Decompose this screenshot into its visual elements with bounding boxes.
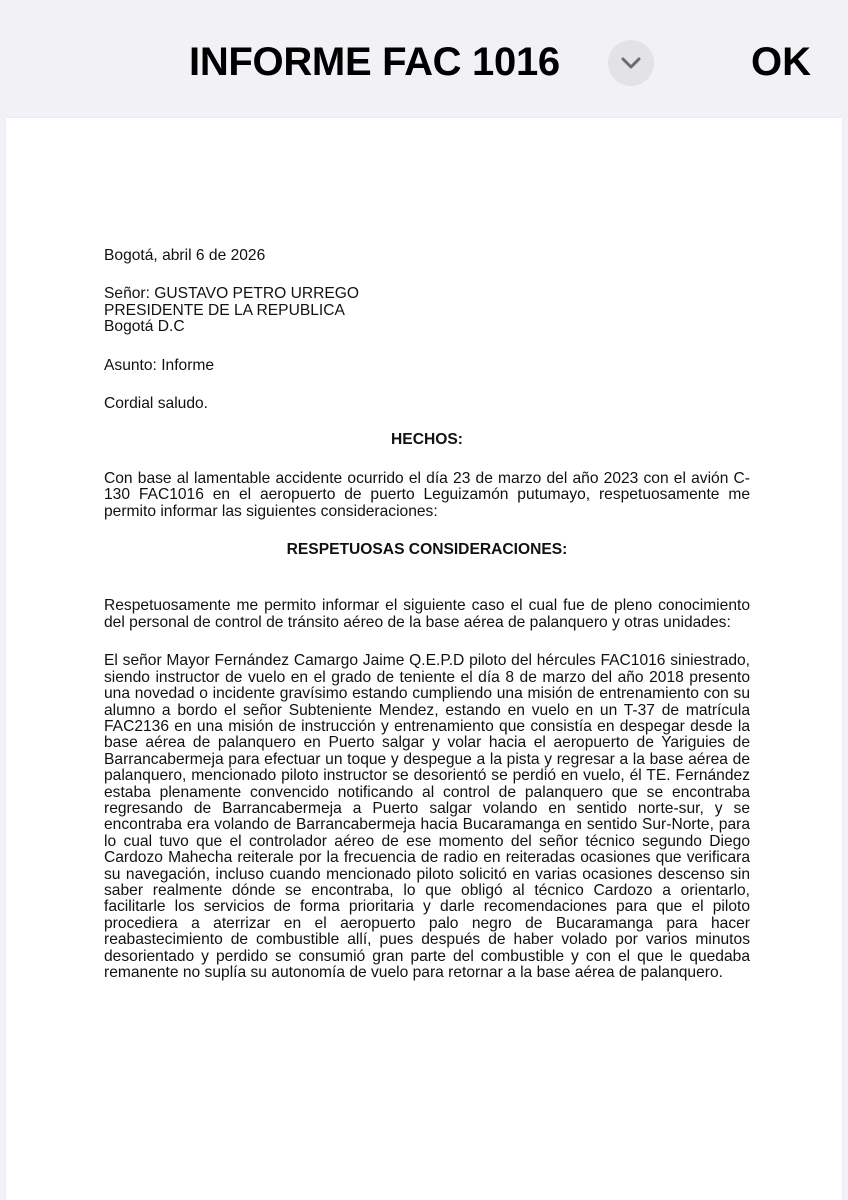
- letter-body: [104, 248, 750, 1003]
- facts-heading: HECHOS:: [391, 431, 463, 449]
- recipient-block: [104, 286, 750, 335]
- title-menu-button[interactable]: [608, 40, 654, 86]
- chevron-down-icon: [619, 53, 643, 73]
- letter-subject: Asunto: Informe: [104, 356, 215, 374]
- considerations-heading: RESPETUOSAS CONSIDERACIONES:: [286, 541, 568, 559]
- letter-salutation: Cordial saludo.: [104, 395, 209, 413]
- document-title: INFORME FAC 1016: [189, 40, 560, 84]
- ok-button[interactable]: OK: [751, 40, 811, 84]
- recipient-city: Bogotá D.C: [104, 318, 185, 336]
- recipient-title: PRESIDENTE DE LA REPUBLICA: [104, 301, 345, 319]
- document-page: [6, 118, 842, 1200]
- considerations-paragraph-1: Respetuosamente me permito informar el siguiente caso el cual fue de pleno conocimiento del personal de control de tránsito aéreo de la base aérea de palanquero y otras unidades:: [104, 597, 750, 631]
- facts-paragraph: Con base al lamentable accidente ocurrido el día 23 de marzo del año 2023 con el avión C-130 FAC1016 en el aeropuerto de puerto Leguizamón putumayo, respetuosamente me permito informar las siguientes consideraciones:: [104, 469, 750, 520]
- recipient-name: Señor: GUSTAVO PETRO URREGO: [104, 285, 360, 303]
- letter-date: Bogotá, abril 6 de 2026: [104, 247, 266, 264]
- considerations-paragraph-2: El señor Mayor Fernández Camargo Jaime Q.E.P.D piloto del hércules FAC1016 siniestrado, siendo instructor de vuelo en el grado de teniente el día 8 de marzo del año 2018 presento una novedad o incidente gravísimo estando cumpliendo una misión de entrenamiento con su alumno a bordo el señor Subteniente Mendez, estando en vuelo en un T-37 de matrícula FAC2136 en una misión de instrucción y entrenamiento que consistía en despegar desde la base aérea de palanquero en Puerto salgar y volar hacia el aeropuerto de Yariguies de Barrancabermeja para efectuar un toque y despegue a la pista y regresar a la base aérea de palanquero, mencionado piloto instructor se desorientó se perdió en vuelo, él TE. Fernández estaba plenamente convencido notificando al control de palanquero que se encontraba regresando de Barrancabermeja a Puerto salgar volando en sentido norte-sur, y se encontraba era volando de Barrancabermeja hacia Bucaramanga en sentido Sur-Norte, para lo cual tuvo que el controlador aéreo de ese momento del señor técnico segundo Diego Cardozo Mahecha reiterale por la frecuencia de radio en reiteradas ocasiones que verificara su navegación, incluso cuando mencionado piloto solicitó en varias ocasiones descenso sin saber realmente dónde se encontraba, lo que obligó al técnico Cardozo a orientarlo, facilitarle los servicios de forma prioritaria y darle recomendaciones para que el piloto procediera a aterrizar en el aeropuerto palo negro de Bucaramanga para hacer reabastecimiento de combustible allí, pues después de haber volado por varios minutos desorientado y perdido se consumió gran parte del combustible y con el que le quedaba remanente no suplía su autonomía de vuelo para retornar a la base aérea de palanquero.: [104, 652, 750, 981]
- top-bar: [0, 0, 848, 118]
